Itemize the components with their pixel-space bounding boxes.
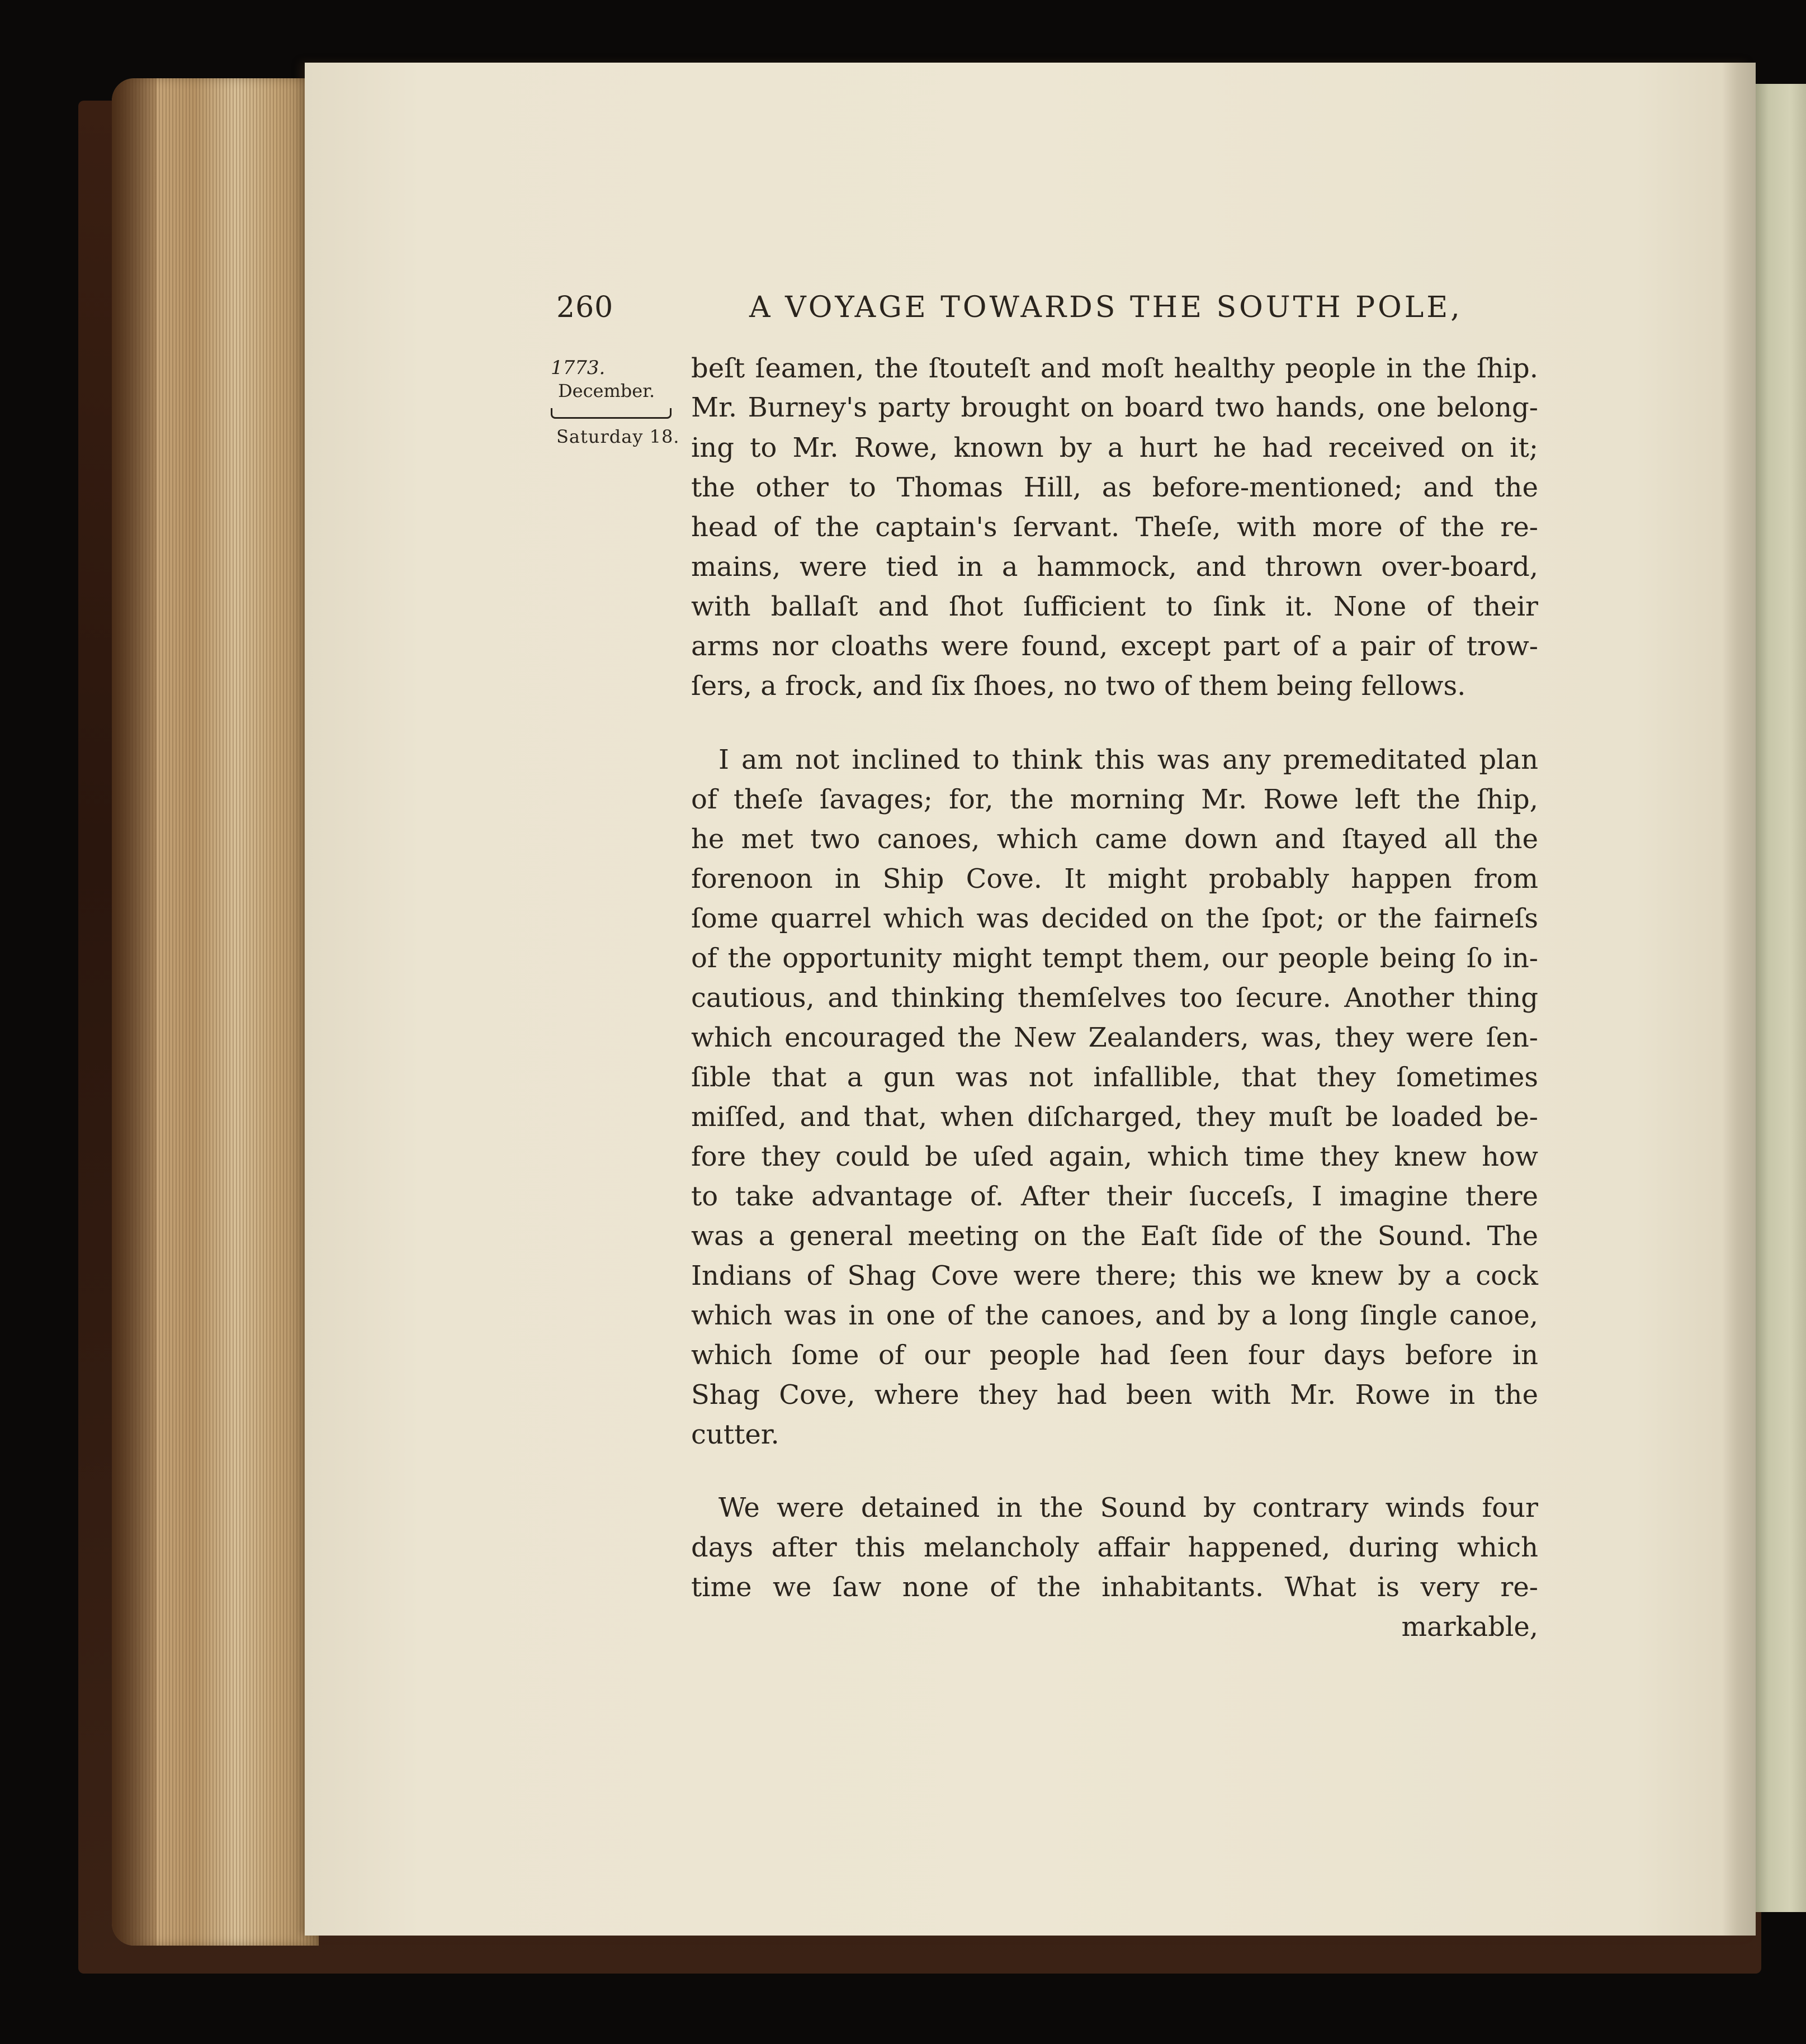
body-line: ſome quarrel which was decided on the ſpot; or the fairneſs [691,903,1538,934]
body-line: cautious, and thinking themſelves too ſecure. Another thing [691,982,1538,1014]
body-line: beſt ſeamen, the ſtouteſt and moſt healthy people in the ſhip. [691,353,1538,384]
body-line: days after this melancholy affair happened, during which [691,1532,1538,1563]
body-line: Shag Cove, where they had been with Mr. Rowe in the [691,1379,1538,1411]
body-line: of theſe ſavages; for, the morning Mr. Rowe left the ſhip, [691,784,1538,815]
body-line: which was in one of the canoes, and by a long ſingle canoe, [691,1300,1538,1331]
margin-note-month: December. [558,380,655,401]
body-line: time we ſaw none of the inhabitants. What is very re- [691,1572,1538,1603]
body-line: to take advantage of. After their ſucceſs, I imagine there [691,1181,1538,1212]
body-line: mains, were tied in a hammock, and thrown over-board, [691,551,1538,583]
page-number: 260 [556,291,614,324]
body-line: miſſed, and that, when diſcharged, they muſt be loaded be- [691,1101,1538,1133]
body-line: ing to Mr. Rowe, known by a hurt he had received on it; [691,432,1538,463]
facing-page-edge [1753,84,1806,1912]
body-line: the other to Thomas Hill, as before-mentioned; and the [691,472,1538,503]
body-line: Indians of Shag Cove were there; this we knew by a cock [691,1260,1538,1291]
body-line: forenoon in Ship Cove. It might probably happen from [691,863,1538,895]
body-line: fore they could be uſed again, which time they knew how [691,1141,1538,1172]
page-gutter [1722,63,1756,1936]
body-line: of the opportunity might tempt them, our people being ſo in- [691,943,1538,974]
body-line: he met two canoes, which came down and ſtayed all the [691,824,1538,855]
catchword: markable, [1401,1611,1538,1643]
body-line: head of the captain's ſervant. Theſe, with more of the re- [691,512,1538,543]
margin-note-day: Saturday 18. [556,426,680,447]
body-line: with ballaſt and ſhot ſufficient to ſink it. None of their [691,591,1538,622]
margin-note-brace [551,408,672,419]
margin-note-year: 1773. [551,357,606,379]
body-line: cutter. [691,1419,779,1450]
body-line: ſers, a frock, and ſix ſhoes, no two of them being fellows. [691,670,1466,702]
page-edges-shadow [112,78,157,1946]
body-line: which ſome of our people had ſeen four days before in [691,1340,1538,1371]
body-line: ſible that a gun was not infallible, that they ſometimes [691,1062,1538,1093]
running-head: A VOYAGE TOWARDS THE SOUTH POLE, [749,291,1463,324]
body-line: I am not inclined to think this was any premeditated plan [718,744,1538,775]
body-line: We were detained in the Sound by contrary winds four [718,1492,1538,1523]
body-line: Mr. Burney's party brought on board two hands, one belong- [691,392,1538,423]
body-line: which encouraged the New Zealanders, was, they were ſen- [691,1022,1538,1053]
body-line: was a general meeting on the Eaſt ſide of the Sound. The [691,1220,1538,1252]
body-line: arms nor cloaths were found, except part of a pair of trow- [691,631,1538,662]
